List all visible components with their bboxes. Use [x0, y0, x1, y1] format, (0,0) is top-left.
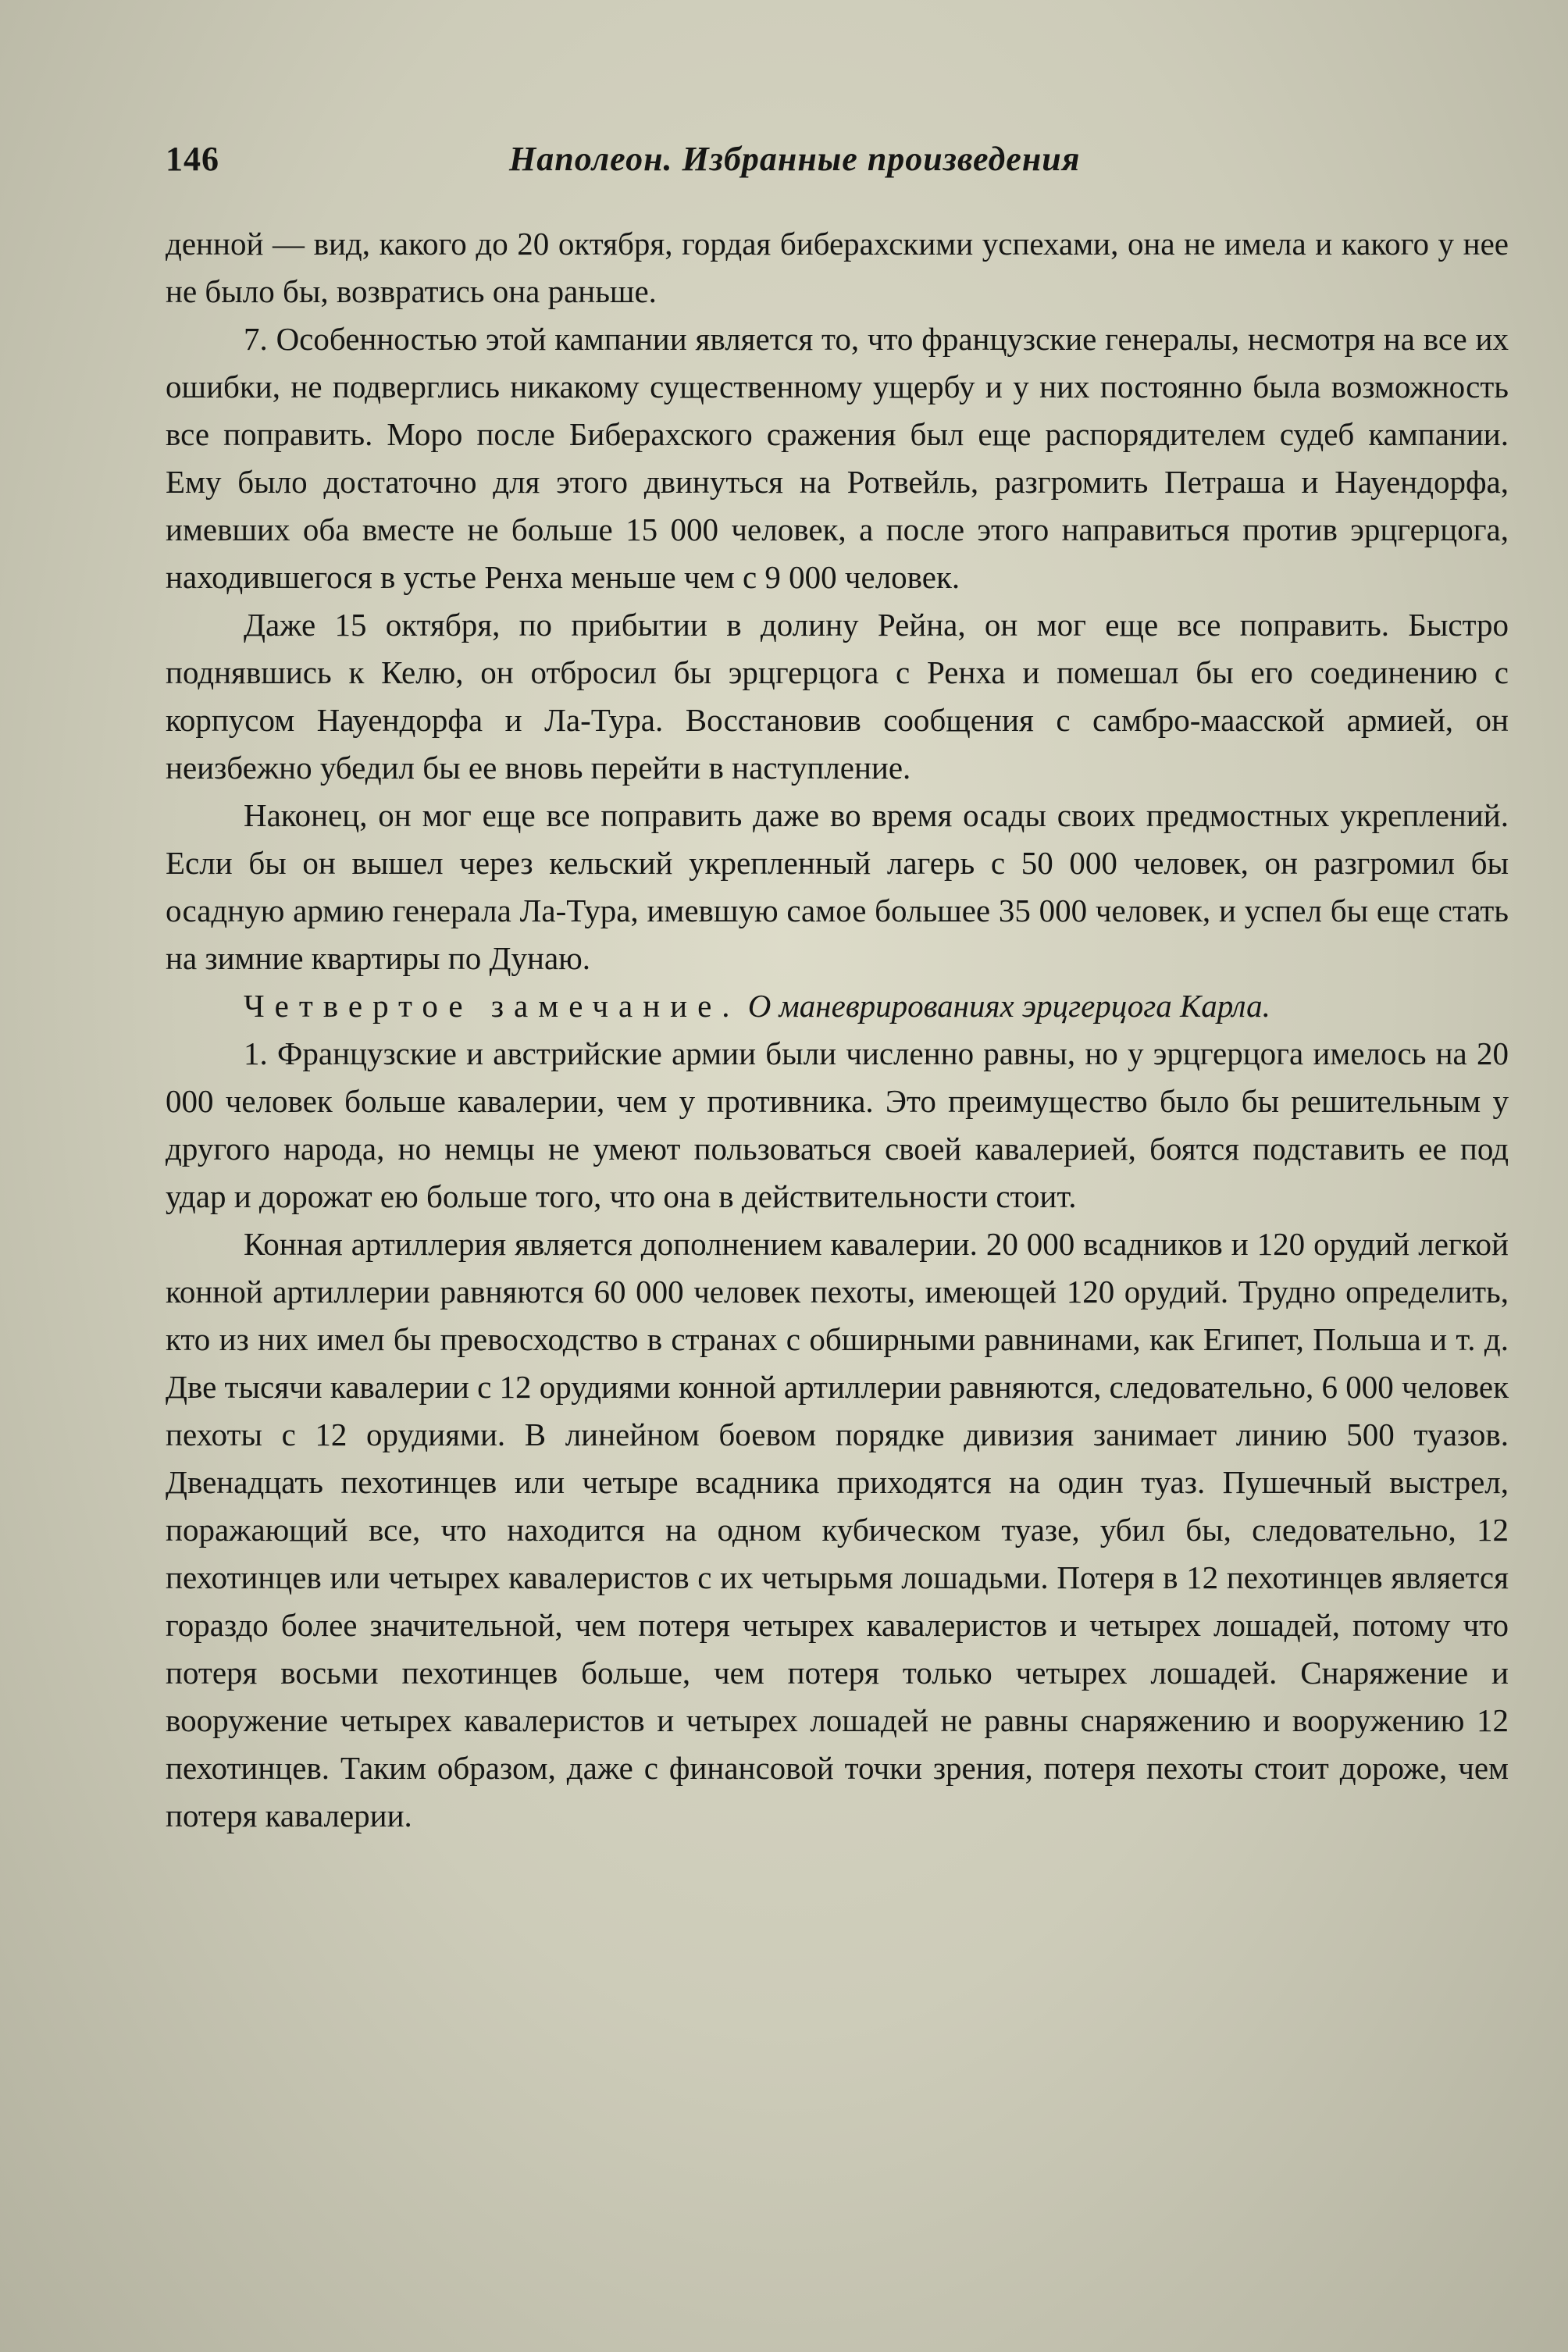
- paragraph-october-15: Даже 15 октября, по прибытии в долину Рейна, он мог еще все поправить. Быстро поднявшись к Келю, он отбросил бы эрцгерцога с Ренха и помешал бы его соединению с корпусом Науендорфа и Ла-Тура. Восстановив сообщения с самбро-маасской армией, он неизбежно убедил бы ее вновь перейти в наступление.: [166, 607, 1509, 786]
- paragraph-point-7: 7. Особенностью этой кампании является то, что французские генералы, несмотря на все их ошибки, не подверглись никакому существенному ущербу и у них постоянно была возможность все поправить. Моро после Биберахского сражения был еще распорядителем судеб кампании. Ему было достаточно для этого двинуться на Ротвейль, разгромить Петраша и Науендорфа, имевших оба вместе не больше 15 000 человек, а после этого направиться против эрцгерцога, находившегося в устье Ренха меньше чем с 9 000 человек.: [166, 321, 1509, 595]
- section-heading: [166, 982, 1509, 1030]
- paragraph-point-1: 1. Французские и австрийские армии были численно равны, но у эрцгерцога имелось на 20 000 человек больше кавалерии, чем у противника. Это преимущество было бы решительным у другого народа, но немцы не умеют пользоваться своей кавалерией, боятся подставить ее под удар и дорожат ею больше того, что она в действительности стоит.: [166, 1035, 1509, 1214]
- section-heading-label: Четвертое замечание.: [244, 988, 740, 1024]
- paragraph-horse-artillery: Конная артиллерия является дополнением кавалерии. 20 000 всадников и 120 орудий легкой конной артиллерии равняются 60 000 человек пехоты, имеющей 120 орудий. Трудно определить, кто из них имел бы превосходство в странах с обширными равнинами, как Египет, Польша и т. д. Две тысячи кавалерии с 12 орудиями конной артиллерии равняются, следовательно, 6 000 человек пехоты с 12 орудиями. В линейном боевом порядке дивизия занимает линию 500 туазов. Двенадцать пехотинцев или четыре всадника приходятся на один туаз. Пушечный выстрел, поражающий все, что находится на одном кубическом туазе, убил бы, следовательно, 12 пехотинцев или четырех кавалеристов с их четырьмя лошадьми. Потеря в 12 пехотинцев является гораздо более значительной, чем потеря четырех кавалеристов и четырех лошадей, потому что потеря восьми пехотинцев больше, чем потеря только четырех лошадей. Снаряжение и вооружение четырех кавалеристов и четырех лошадей не равны снаряжению и вооружению 12 пехотинцев. Таким образом, даже с финансовой точки зрения, потеря пехоты стоит дороже, чем потеря кавалерии.: [166, 1226, 1509, 1833]
- page-number: 146: [166, 140, 219, 178]
- section-heading-title: О маневрированиях эрцгерцога Карла.: [747, 988, 1270, 1024]
- paragraph-continuation: денной — вид, какого до 20 октября, гордая биберахскими успехами, она не имела и какого у нее не было бы, возвратись она раньше.: [166, 226, 1509, 309]
- body-text: [166, 220, 1509, 1840]
- page-header: [166, 139, 1509, 186]
- paragraph-finally: Наконец, он мог еще все поправить даже во время осады своих предмостных укреплений. Если бы он вышел через кельский укрепленный лагерь с 50 000 человек, он разгромил бы осадную армию генерала Ла-Тура, имевшую самое большее 35 000 человек, и успел бы еще стать на зимние квартиры по Дунаю.: [166, 797, 1509, 976]
- running-title: Наполеон. Избранные произведения: [509, 140, 1081, 178]
